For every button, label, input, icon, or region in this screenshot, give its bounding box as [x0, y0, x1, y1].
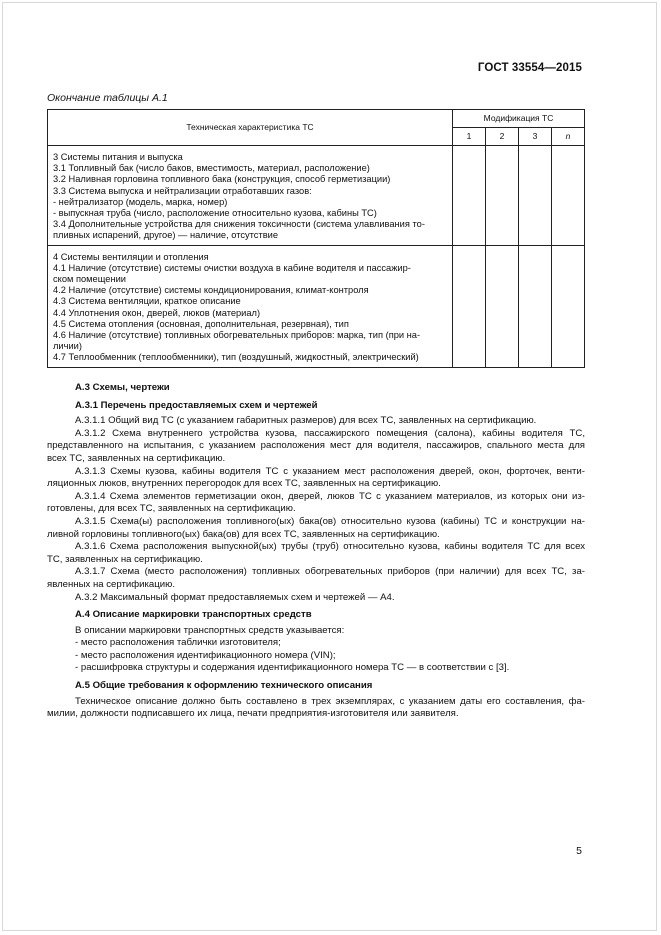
section-a3-title: А.3 Схемы, чертежи	[75, 382, 170, 393]
paragraph-a4-intro: В описании маркировки транспортных средств указывается:	[75, 624, 345, 636]
row-line: - выпускная труба (число, расположение относительно кузова, кабины ТС)	[53, 208, 377, 219]
row-line: 4.1 Наличие (отсутствие) системы очистки воздуха в кабине водителя и пассажир-	[53, 262, 411, 273]
list-item: - место расположения таблички изготовителя;	[75, 637, 281, 649]
section-a4-title: А.4 Описание маркировки транспортных средств	[75, 609, 312, 621]
empty-cell	[453, 245, 486, 367]
document-code: ГОСТ 33554—2015	[477, 62, 582, 74]
column-header-modification: Модификация ТС	[453, 110, 585, 128]
table-row	[48, 245, 585, 367]
list-item: - место расположения идентификационного номера (VIN);	[75, 649, 336, 661]
row-line: - нейтрализатор (модель, марка, номер)	[53, 196, 228, 207]
table-caption: Окончание таблицы А.1	[47, 92, 168, 104]
paragraph-a317-line: А.3.1.7 Схема (место расположения) топливных обогревательных приборов (при наличии) для всех ТС, за-	[75, 566, 585, 578]
paragraph-a312-line: представленного на испытания, с указанием расположения мест для водителя, пассажиров, спального места для	[47, 440, 585, 452]
paragraph-a314-line: А.3.1.4 Схема элементов герметизации окон, дверей, люков ТС с указанием материалов, из которых они из-	[75, 490, 585, 502]
mod-col-1: 1	[453, 128, 486, 146]
paragraph-a5-line: Техническое описание должно быть составлено в трех экземплярах, с указанием даты его составления, фа-	[75, 695, 585, 707]
paragraph-a315-line: ливной горловины топливного(ых) бака(ов) для всех ТС, заявленных на сертификацию.	[47, 528, 440, 540]
paragraph-a32: А.3.2 Максимальный формат предоставляемых схем и чертежей — А4.	[75, 591, 395, 603]
table-row	[48, 146, 585, 246]
page-number: 5	[576, 845, 582, 857]
row-line: 3.4 Дополнительные устройства для снижения токсичности (система улавливания то-	[53, 219, 425, 230]
empty-cell	[486, 245, 519, 367]
row-line: 4.7 Теплообменник (теплообменники), тип (воздушный, жидкостный, электрический)	[53, 352, 419, 363]
row-line: 4.2 Наличие (отсутствие) системы кондиционирования, климат-контроля	[53, 285, 369, 296]
paragraph-a5-line: милии, должности подписавшего их лица, печати предприятия-изготовителя или заявителя.	[47, 708, 459, 720]
list-item: - расшифровка структуры и содержания идентификационного номера ТС — в соответствии с [3].	[75, 662, 510, 674]
mod-col-2: 2	[486, 128, 519, 146]
empty-cell	[486, 146, 519, 246]
section-a5-title: А.5 Общие требования к оформлению технического описания	[75, 680, 373, 692]
row-line: 3.1 Топливный бак (число баков, вместимость, материал, расположение)	[53, 163, 370, 174]
empty-cell	[453, 146, 486, 246]
paragraph-a311: А.3.1.1 Общий вид ТС (с указанием габаритных размеров) для всех ТС, заявленных на сертификацию.	[75, 415, 537, 427]
row-line: 4.3 Система вентиляции, краткое описание	[53, 296, 241, 307]
row-line: личии)	[53, 341, 82, 352]
paragraph-a314-line: готовлены, для всех ТС, заявленных на сертификацию.	[47, 503, 296, 515]
document-body	[47, 377, 585, 721]
row-line: 4.6 Наличие (отсутствие) топливных обогревательных приборов: марка, тип (при на-	[53, 330, 421, 341]
paragraph-a315-line: А.3.1.5 Схема(ы) расположения топливного(ых) бака(ов) относительно кузова (кабины) ТС и конструкции на-	[75, 515, 585, 527]
characteristics-table	[47, 109, 585, 368]
row-line: 3 Системы питания и выпуска	[53, 152, 183, 162]
empty-cell	[552, 146, 585, 246]
paragraph-a317-line: явленных на сертификацию.	[47, 578, 175, 590]
paragraph-a312-line: А.3.1.2 Схема внутреннего устройства кузова, пассажирского помещения (салона), кабины водителя ТС,	[75, 427, 585, 439]
paragraph-a312-line: всех ТС, заявленных на сертификацию.	[47, 452, 226, 464]
paragraph-a316-line: А.3.1.6 Схема расположения выпускной(ых) трубы (труб) относительно кузова, кабины водителя ТС для всех	[75, 541, 585, 553]
row-line: 4.5 Система отопления (основная, дополнительная, резервная), тип	[53, 318, 349, 329]
row-ventilation-heating	[48, 245, 453, 367]
paragraph-a316-line: ТС, заявленных на сертификацию.	[47, 553, 203, 565]
row-line: 3.2 Наливная горловина топливного бака (конструкция, способ герметизации)	[53, 174, 391, 185]
row-line: 3.3 Система выпуска и нейтрализации отработавших газов:	[53, 185, 312, 196]
row-line: 4 Системы вентиляции и отопления	[53, 251, 209, 262]
empty-cell	[552, 245, 585, 367]
paragraph-a313-line: ляционных люков, внутренних перегородок для всех ТС, заявленных на сертификацию.	[47, 478, 441, 490]
mod-col-n: n	[552, 128, 585, 146]
empty-cell	[519, 245, 552, 367]
column-header-characteristic: Техническая характеристика ТС	[48, 110, 453, 146]
row-fuel-exhaust	[48, 146, 453, 246]
row-line: 4.4 Уплотнения окон, дверей, люков (материал)	[53, 307, 261, 318]
row-line: ском помещении	[53, 274, 126, 285]
section-a31-title: А.3.1 Перечень предоставляемых схем и чертежей	[75, 399, 318, 411]
mod-col-3: 3	[519, 128, 552, 146]
empty-cell	[519, 146, 552, 246]
paragraph-a313-line: А.3.1.3 Схемы кузова, кабины водителя ТС с указанием мест расположения дверей, окон, форточек, венти-	[75, 465, 585, 477]
row-line: пливных испарений, другое) — наличие, отсутствие	[53, 230, 279, 241]
